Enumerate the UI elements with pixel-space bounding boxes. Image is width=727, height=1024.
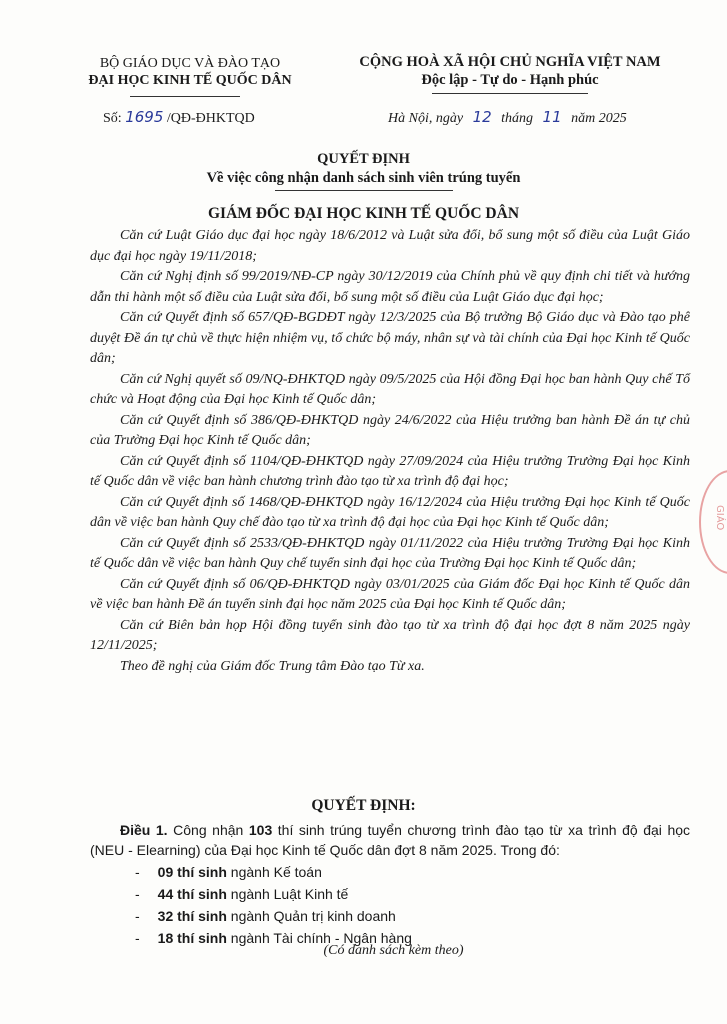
national-header xyxy=(335,53,685,89)
student-count: 32 thí sinh xyxy=(157,908,227,924)
basis-paragraph: Căn cứ Biên bản họp Hội đồng tuyển sinh đào tạo từ xa trình độ đại học đợt 8 năm 2025 ngày 12/11/2025; xyxy=(90,617,690,653)
decision-subject: Về việc công nhận danh sách sinh viên trúng tuyển xyxy=(206,170,521,186)
basis-paragraph: Căn cứ Quyết định số 06/QĐ-ĐHKTQD ngày 03/01/2025 của Giám đốc Đại học Kinh tế Quốc dân về việc ban hành Đề án tuyển sinh đại học năm 2025 của Đại học Kinh tế Quốc dân; xyxy=(90,576,690,612)
basis-paragraph: Căn cứ Quyết định số 1104/QĐ-ĐHKTQD ngày 27/09/2024 của Hiệu trưởng Trường Đại học Kinh tế Quốc dân về việc ban hành chương trình đào tạo từ xa trình độ đại học; xyxy=(90,453,690,489)
list-item xyxy=(135,905,690,927)
bullet-dash: - xyxy=(135,864,140,880)
student-count: 09 thí sinh xyxy=(157,864,227,880)
article-text-pre: Công nhận xyxy=(173,822,244,838)
issuer-underline xyxy=(130,96,240,97)
issuer-block xyxy=(60,55,320,89)
major-name: ngành Quản trị kinh doanh xyxy=(230,908,396,924)
seal-text: GIÁO xyxy=(714,505,725,531)
basis-paragraph: Căn cứ Nghị định số 99/2019/NĐ-CP ngày 30/12/2019 của Chính phủ về quy định chi tiết và hướng dẫn thi hành một số điều của Luật sửa đổi, bổ sung một số điều của Luật Giáo dục đại học; xyxy=(90,269,690,305)
admitted-count: 103 xyxy=(248,822,273,838)
basis-paragraph: Căn cứ Quyết định số 386/QĐ-ĐHKTQD ngày 24/6/2022 của Hiệu trưởng ban hành Đề án tự chủ của Trường Đại học Kinh tế Quốc dân; xyxy=(90,412,690,448)
date-prefix: Hà Nội, ngày xyxy=(388,111,464,126)
list-item xyxy=(135,883,690,905)
legal-basis-list xyxy=(90,226,690,677)
ministry-name: BỘ GIÁO DỤC VÀ ĐÀO TẠO xyxy=(99,56,281,71)
attachment-note: (Có danh sách kèm theo) xyxy=(323,943,464,958)
basis-paragraph: Căn cứ Nghị quyết số 09/NQ-ĐHKTQD ngày 09/5/2025 của Hội đồng Đại học ban hành Quy chế Tổ chức và Hoạt động của Đại học Kinh tế Quốc dân; xyxy=(90,371,690,407)
bullet-dash: - xyxy=(135,886,140,902)
subject-underline xyxy=(275,190,453,191)
major-name: ngành Kế toán xyxy=(230,864,322,880)
document-number xyxy=(103,108,255,127)
date-month-label: tháng xyxy=(501,111,534,126)
major-name: ngành Luật Kinh tế xyxy=(230,886,349,902)
major-breakdown-list xyxy=(90,861,690,949)
issuing-authority: GIÁM ĐỐC ĐẠI HỌC KINH TẾ QUỐC DÂN xyxy=(207,205,520,222)
date-day-handwritten: 12 xyxy=(472,108,492,126)
article-1 xyxy=(90,820,690,860)
basis-paragraph: Căn cứ Quyết định số 657/QĐ-BGDĐT ngày 12/3/2025 của Bộ trưởng Bộ Giáo dục và Đào tạo phê duyệt Đề án tự chủ về thực hiện nhiệm vụ, tổ chức bộ máy, nhân sự và tài chính của Đại học Kinh tế Quốc dân; xyxy=(90,310,690,366)
motto-underline xyxy=(432,93,588,94)
proposal-paragraph: Theo đề nghị của Giám đốc Trung tâm Đào tạo Từ xa. xyxy=(120,658,425,674)
decision-title: QUYẾT ĐỊNH xyxy=(317,151,410,167)
date-year: năm 2025 xyxy=(571,111,627,126)
number-suffix: /QĐ-ĐHKTQD xyxy=(166,111,255,126)
date-month-handwritten: 11 xyxy=(542,108,562,126)
motto: Độc lập - Tự do - Hạnh phúc xyxy=(421,72,599,88)
bullet-dash: - xyxy=(135,908,140,924)
title-block xyxy=(0,150,727,188)
decision-heading: QUYẾT ĐỊNH: xyxy=(311,797,416,814)
bullet-dash: - xyxy=(135,930,140,946)
list-item xyxy=(135,861,690,883)
country-name: CỘNG HOÀ XÃ HỘI CHỦ NGHĨA VIỆT NAM xyxy=(359,54,661,70)
document-date xyxy=(388,108,627,127)
article-text-post: thí sinh trúng tuyển chương trình đào tạo từ xa trình độ đại học (NEU - Elearning) của Đại học Kinh tế Quốc dân đợt 8 năm 2025. Trong đó: xyxy=(90,822,691,858)
student-count: 44 thí sinh xyxy=(157,886,227,902)
basis-paragraph: Căn cứ Luật Giáo dục đại học ngày 18/6/2012 và Luật sửa đổi, bổ sung một số điều của Luật Giáo dục đại học ngày 19/11/2018; xyxy=(90,228,690,264)
student-count: 18 thí sinh xyxy=(157,930,227,946)
major-name: ngành Tài chính - Ngân hàng xyxy=(230,930,412,946)
article-label: Điều 1. xyxy=(120,822,168,838)
number-handwritten: 1695 xyxy=(125,108,164,126)
university-name: ĐẠI HỌC KINH TẾ QUỐC DÂN xyxy=(88,73,292,88)
basis-paragraph: Căn cứ Quyết định số 2533/QĐ-ĐHKTQD ngày 01/11/2022 của Hiệu trưởng Trường Đại học Kinh tế Quốc dân về việc ban hành Quy chế tuyển sinh đại học của Trường Đại học Kinh tế Quốc dân; xyxy=(90,535,690,571)
number-label: Số: xyxy=(103,111,122,126)
basis-paragraph: Căn cứ Quyết định số 1468/QĐ-ĐHKTQD ngày 16/12/2024 của Hiệu trưởng Đại học Kinh tế Quốc dân về việc ban hành Quy chế đào tạo từ xa trình độ đại học của Đại học Kinh tế Quốc dân; xyxy=(90,494,690,530)
